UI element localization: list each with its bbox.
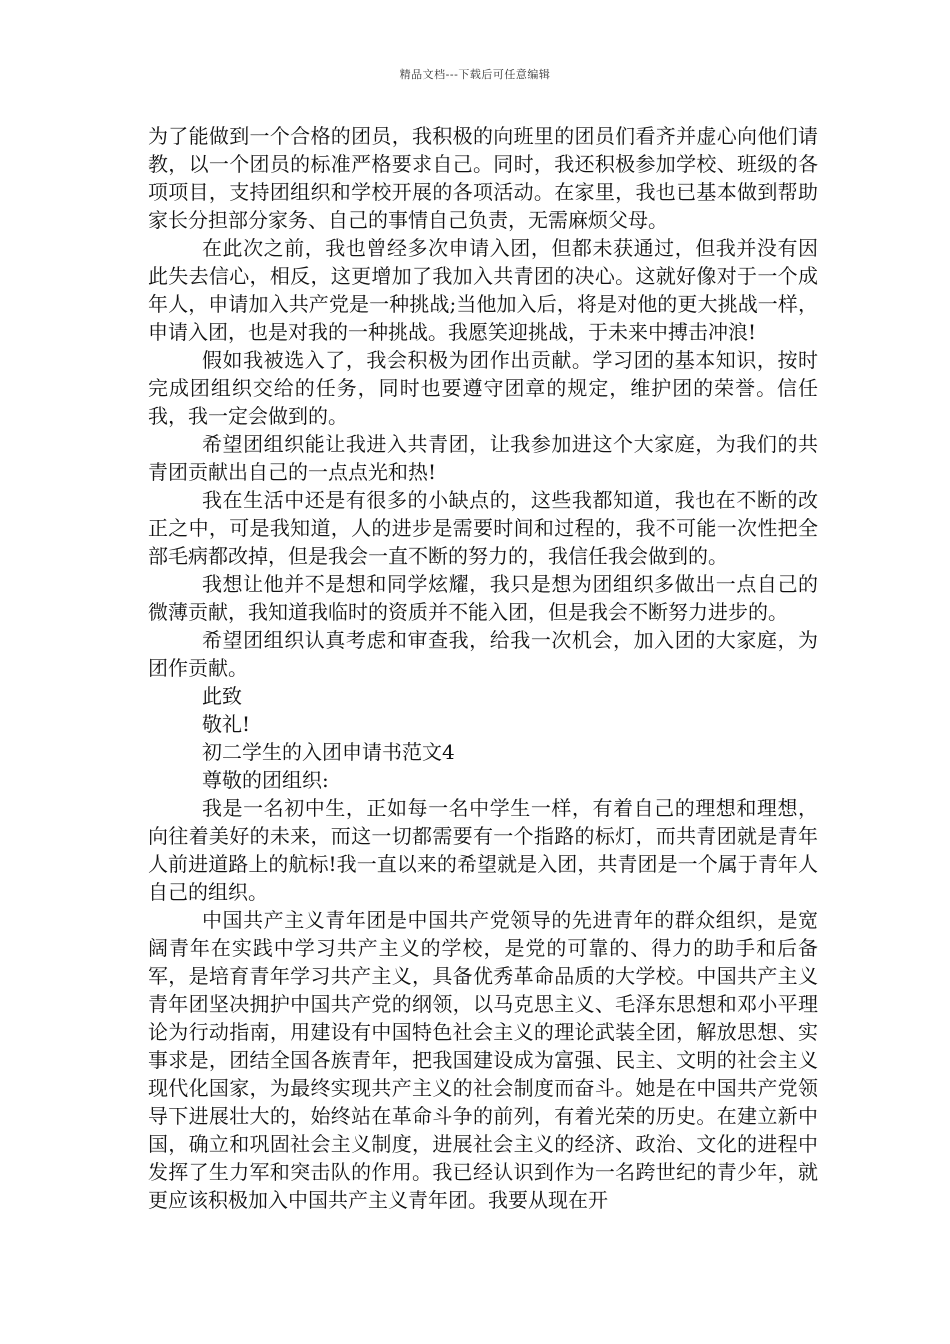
paragraph: 中国共产主义青年团是中国共产党领导的先进青年的群众组织，是宽阔青年在实践中学习共产主义的学校，是党的可靠的、得力的助手和后备军，是培育青年学习共产主义，具备优秀革命品质的大学校。中国共产主义青年团坚决拥护中国共产党的纲领，以马克思主义、毛泽东思想和邓小平理论为行动指南，用建设有中国特色社会主义的理论武装全团，解放思想、实事求是，团结全国各族青年，把我国建设成为富强、民主、文明的社会主义现代化国家，为最终实现共产主义的社会制度而奋斗。她是在中国共产党领导下进展壮大的，始终站在革命斗争的前列，有着光荣的历史。在建立新中国，确立和巩固社会主义制度，进展社会主义的经济、政治、文化的进程中发挥了生力军和突击队的作用。我已经认识到作为一名跨世纪的青少年，就更应该积极加入中国共产主义青年团。我要从现在开 xyxy=(148,908,818,1212)
page-header: 精品文档---下载后可任意编辑 xyxy=(399,68,551,81)
paragraph: 假如我被选入了，我会积极为团作出贡献。学习团的基本知识，按时完成团组织交给的任务，同时也要遵守团章的规定，维护团的荣誉。信任我，我一定会做到的。 xyxy=(148,348,818,428)
paragraph: 我是一名初中生，正如每一名中学生一样，有着自己的理想和理想，向往着美好的未来，而这一切都需要有一个指路的标灯，而共青团就是青年人前进道路上的航标!我一直以来的希望就是入团，共青团是一个属于青年人自己的组织。 xyxy=(148,796,818,904)
paragraph: 我在生活中还是有很多的小缺点的，这些我都知道，我也在不断的改正之中，可是我知道，人的进步是需要时间和过程的，我不可能一次性把全部毛病都改掉，但是我会一直不断的努力的，我信任我会做到的。 xyxy=(148,488,818,568)
closing-regards: 敬礼! xyxy=(202,712,251,736)
section-title: 初二学生的入团申请书范文4 xyxy=(202,740,455,764)
greeting: 尊敬的团组织: xyxy=(202,768,329,792)
paragraph: 希望团组织能让我进入共青团，让我参加进这个大家庭，为我们的共青团贡献出自己的一点点光和热! xyxy=(148,432,818,484)
paragraph: 希望团组织认真考虑和审查我，给我一次机会，加入团的大家庭，为团作贡献。 xyxy=(148,628,818,680)
paragraph: 为了能做到一个合格的团员，我积极的向班里的团员们看齐并虚心向他们请教，以一个团员的标准严格要求自己。同时，我还积极参加学校、班级的各项项目，支持团组织和学校开展的各项活动。在家里，我也已基本做到帮助家长分担部分家务、自己的事情自己负责，无需麻烦父母。 xyxy=(148,124,818,232)
closing-salutation: 此致 xyxy=(202,684,242,708)
document-body xyxy=(148,122,818,1214)
paragraph: 在此次之前，我也曾经多次申请入团，但都未获通过，但我并没有因此失去信心，相反，这更增加了我加入共青团的决心。这就好像对于一个成年人，申请加入共产党是一种挑战;当他加入后，将是对他的更大挑战一样，申请入团，也是对我的一种挑战。我愿笑迎挑战，于未来中搏击冲浪! xyxy=(148,236,818,344)
paragraph: 我想让他并不是想和同学炫耀，我只是想为团组织多做出一点自己的微薄贡献，我知道我临时的资质并不能入团，但是我会不断努力进步的。 xyxy=(148,572,818,624)
